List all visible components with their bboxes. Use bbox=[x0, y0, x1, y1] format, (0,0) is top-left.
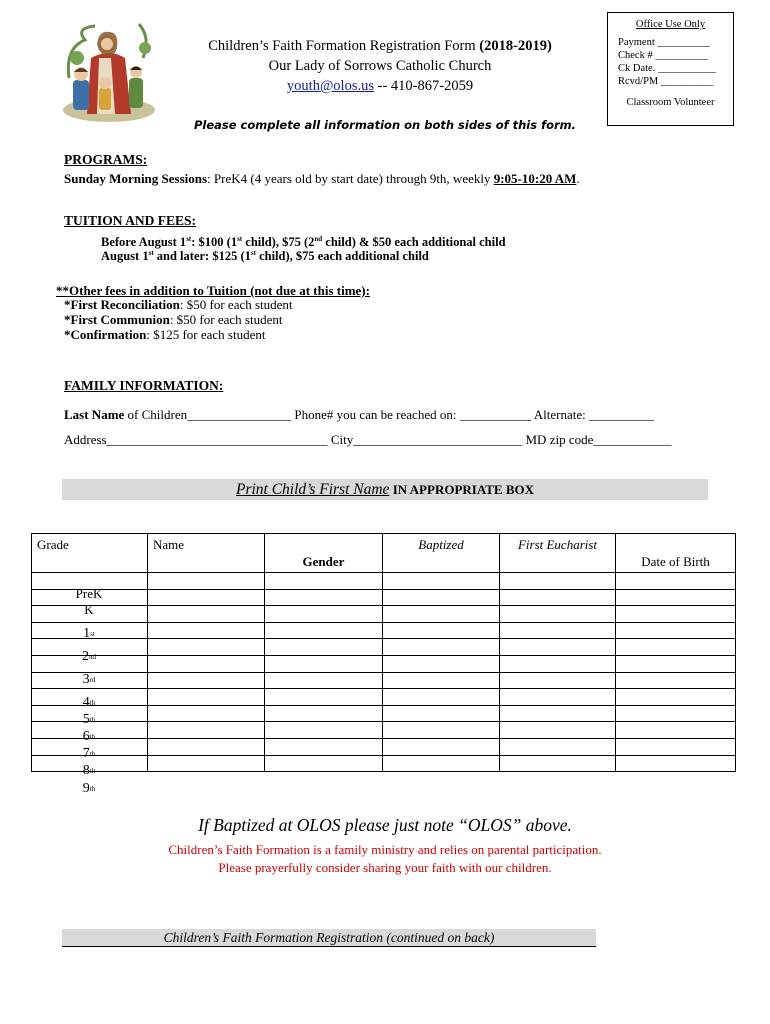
entry-cell[interactable] bbox=[500, 606, 616, 623]
ministry-message bbox=[90, 841, 680, 877]
entry-cell[interactable] bbox=[616, 738, 736, 755]
header-gender: Gender bbox=[265, 534, 383, 573]
programs-label: Sunday Morning Sessions bbox=[64, 171, 208, 186]
banner-rest-text: IN APPROPRIATE BOX bbox=[389, 482, 535, 497]
grade-number: 5 bbox=[82, 712, 90, 728]
grade-suffix: th bbox=[89, 784, 96, 793]
tuition-line2-part: August 1 bbox=[101, 249, 149, 264]
entry-cell[interactable] bbox=[383, 722, 500, 739]
church-name: Our Lady of Sorrows Catholic Church bbox=[268, 58, 492, 74]
entry-cell[interactable] bbox=[265, 639, 383, 656]
entry-cell[interactable] bbox=[500, 622, 616, 639]
grade-number: 2 bbox=[82, 648, 89, 664]
entry-cell[interactable] bbox=[148, 622, 265, 639]
tuition-line1-part: child), $75 (2 bbox=[242, 235, 315, 250]
entry-cell[interactable] bbox=[616, 755, 736, 772]
programs-time: 9:05-10:20 AM bbox=[493, 171, 577, 186]
entry-cell[interactable] bbox=[265, 655, 383, 672]
entry-cell[interactable] bbox=[265, 738, 383, 755]
entry-cell[interactable] bbox=[265, 622, 383, 639]
family-info-heading: FAMILY INFORMATION: bbox=[64, 378, 224, 393]
grade-label bbox=[31, 762, 147, 779]
header-first-eucharist: First Eucharist bbox=[500, 534, 616, 573]
fee-label: *First Reconciliation bbox=[64, 297, 180, 312]
grade-suffix: st bbox=[90, 629, 95, 638]
header-grade: Grade bbox=[32, 534, 148, 573]
entry-cell[interactable] bbox=[148, 689, 265, 706]
entry-cell[interactable] bbox=[265, 589, 383, 606]
office-check-field: Check # __________ bbox=[618, 50, 708, 61]
entry-cell[interactable] bbox=[500, 689, 616, 706]
entry-cell[interactable] bbox=[148, 738, 265, 755]
entry-cell[interactable] bbox=[148, 639, 265, 656]
fee-label: *Confirmation bbox=[64, 327, 147, 342]
entry-cell[interactable] bbox=[265, 722, 383, 739]
entry-cell[interactable] bbox=[616, 655, 736, 672]
family-contact-line[interactable] bbox=[64, 407, 654, 423]
entry-cell[interactable] bbox=[616, 606, 736, 623]
jesus-with-children-illustration bbox=[55, 18, 163, 126]
grade-suffix: th bbox=[89, 767, 96, 776]
grade-number: 6 bbox=[82, 729, 90, 745]
programs-end: . bbox=[576, 171, 580, 186]
entry-cell[interactable] bbox=[383, 672, 500, 689]
grade-number: PreK bbox=[75, 586, 103, 601]
entry-cell[interactable] bbox=[500, 672, 616, 689]
entry-cell[interactable] bbox=[383, 639, 500, 656]
entry-cell[interactable] bbox=[265, 672, 383, 689]
entry-cell[interactable] bbox=[148, 705, 265, 722]
grade-suffix: th bbox=[89, 733, 96, 742]
grade-suffix: nd bbox=[89, 652, 96, 661]
entry-cell[interactable] bbox=[148, 606, 265, 623]
grade-number: 4 bbox=[82, 695, 90, 710]
entry-cell[interactable] bbox=[148, 755, 265, 772]
phone-number: -- 410-867-2059 bbox=[374, 78, 474, 94]
grade-label bbox=[31, 602, 147, 618]
email-link[interactable]: youth@olos.us bbox=[286, 78, 374, 94]
entry-cell[interactable] bbox=[500, 738, 616, 755]
entry-cell[interactable] bbox=[500, 705, 616, 722]
entry-cell[interactable] bbox=[500, 573, 616, 590]
grade-number: K bbox=[84, 601, 94, 617]
entry-cell[interactable] bbox=[383, 755, 500, 772]
grade-number: 3 bbox=[82, 671, 90, 687]
programs-text bbox=[64, 171, 704, 187]
other-fee-communion bbox=[64, 312, 282, 328]
office-payment-field: Payment __________ bbox=[618, 37, 710, 48]
office-use-box bbox=[607, 12, 734, 126]
fee-amount: : $125 for each student bbox=[146, 327, 266, 342]
tuition-line2-sup: st bbox=[250, 249, 256, 257]
entry-cell[interactable] bbox=[148, 672, 265, 689]
tuition-line1-part: child) & $50 each additional child bbox=[322, 235, 506, 250]
grade-suffix: th bbox=[89, 699, 96, 707]
entry-cell[interactable] bbox=[148, 573, 265, 590]
fee-label: *First Communion bbox=[64, 312, 170, 327]
other-fee-confirmation bbox=[64, 327, 265, 343]
grade-label bbox=[31, 625, 147, 642]
tuition-line2-part: and later: $125 (1 bbox=[153, 249, 251, 264]
grade-number: 7 bbox=[82, 746, 90, 762]
table-header-row bbox=[32, 534, 736, 573]
entry-cell[interactable] bbox=[500, 655, 616, 672]
banner-script-text: Print Child’s First Name bbox=[235, 481, 390, 498]
entry-cell[interactable] bbox=[383, 606, 500, 623]
entry-cell[interactable] bbox=[265, 573, 383, 590]
tuition-line1-part: Before August 1 bbox=[101, 235, 187, 250]
entry-cell[interactable] bbox=[500, 589, 616, 606]
entry-cell[interactable] bbox=[148, 722, 265, 739]
print-name-banner bbox=[62, 479, 708, 500]
entry-cell[interactable] bbox=[383, 655, 500, 672]
entry-cell[interactable] bbox=[616, 705, 736, 722]
grade-suffix: th bbox=[89, 750, 96, 759]
entry-cell[interactable] bbox=[616, 639, 736, 656]
form-year: (2018-2019) bbox=[479, 38, 552, 54]
entry-cell[interactable] bbox=[383, 622, 500, 639]
form-title bbox=[170, 36, 590, 56]
phone-fields[interactable]: of Children________________ Phone# you can be reached on: ___________ Alternate: __________ bbox=[124, 407, 654, 422]
tuition-line1-sup: st bbox=[186, 235, 192, 243]
entry-cell[interactable] bbox=[616, 622, 736, 639]
entry-cell[interactable] bbox=[383, 738, 500, 755]
grade-label bbox=[31, 711, 147, 728]
programs-heading: PROGRAMS: bbox=[64, 152, 148, 167]
grade-label bbox=[31, 694, 147, 711]
form-instruction: Please complete all information on both sides of this form. bbox=[193, 118, 577, 132]
baptized-note: If Baptized at OLOS please just note “OLOS” above. bbox=[198, 815, 572, 835]
grade-label bbox=[31, 728, 147, 745]
entry-cell[interactable] bbox=[383, 589, 500, 606]
continued-on-back: Children’s Faith Formation Registration (continued on back) bbox=[62, 929, 596, 947]
grade-number: 9 bbox=[82, 780, 90, 796]
programs-description: : PreK4 (4 years old by start date) through 9th, weekly bbox=[207, 171, 494, 186]
grade-label bbox=[31, 745, 147, 762]
entry-cell[interactable] bbox=[616, 589, 736, 606]
ministry-line-2: Please prayerfully consider sharing your faith with our children. bbox=[218, 860, 552, 875]
tuition-line1-part: : $100 (1 bbox=[191, 235, 238, 250]
tuition-line1-sup: st bbox=[237, 235, 243, 243]
tuition-line2-sup: st bbox=[148, 249, 154, 257]
header-baptized: Baptized bbox=[383, 534, 500, 573]
tuition-line1-sup: nd bbox=[314, 235, 323, 243]
entry-cell[interactable] bbox=[616, 722, 736, 739]
office-rcvd-field: Rcvd/PM __________ bbox=[618, 76, 714, 87]
grade-number: 1 bbox=[83, 625, 91, 641]
grade-number: 8 bbox=[82, 763, 90, 779]
entry-cell[interactable] bbox=[383, 573, 500, 590]
other-fees-title: **Other fees in addition to Tuition (not due at this time): bbox=[56, 283, 370, 298]
entry-cell[interactable] bbox=[616, 672, 736, 689]
tuition-line2-part: child), $75 each additional child bbox=[255, 249, 429, 264]
entry-cell[interactable] bbox=[148, 655, 265, 672]
grade-label bbox=[31, 586, 147, 602]
fee-amount: : $50 for each student bbox=[169, 312, 283, 327]
entry-cell[interactable] bbox=[148, 589, 265, 606]
grade-label bbox=[31, 780, 147, 797]
grade-label bbox=[31, 648, 147, 665]
header-name: Name bbox=[148, 534, 265, 573]
entry-cell[interactable] bbox=[265, 755, 383, 772]
entry-cell[interactable] bbox=[383, 689, 500, 706]
office-ck-date-field: Ck Date. ___________ bbox=[618, 63, 716, 74]
contact-line bbox=[170, 76, 590, 96]
entry-cell[interactable] bbox=[265, 705, 383, 722]
ministry-line-1: Children’s Faith Formation is a family ministry and relies on parental participation. bbox=[168, 842, 602, 857]
entry-cell[interactable] bbox=[500, 639, 616, 656]
family-address-line[interactable]: Address__________________________________ City__________________________ MD zip code____________ bbox=[64, 432, 672, 447]
other-fee-reconciliation bbox=[64, 297, 293, 313]
entry-cell[interactable] bbox=[265, 606, 383, 623]
grade-suffix: th bbox=[89, 716, 96, 725]
fee-amount: : $50 for each student bbox=[179, 297, 293, 312]
form-title-text: Children’s Faith Formation Registration Form bbox=[208, 38, 480, 54]
tuition-after-august bbox=[101, 246, 429, 265]
grade-suffix: rd bbox=[89, 675, 96, 684]
tuition-heading: TUITION AND FEES: bbox=[64, 213, 197, 228]
entry-cell[interactable] bbox=[500, 755, 616, 772]
entry-cell[interactable] bbox=[616, 573, 736, 590]
last-name-label: Last Name bbox=[64, 407, 125, 422]
form-header bbox=[170, 36, 590, 96]
classroom-volunteer-label: Classroom Volunteer bbox=[626, 97, 715, 108]
office-use-title: Office Use Only bbox=[635, 19, 706, 30]
header-date-of-birth: Date of Birth bbox=[616, 534, 736, 573]
grade-label bbox=[31, 671, 147, 688]
entry-cell[interactable] bbox=[500, 722, 616, 739]
entry-cell[interactable] bbox=[616, 689, 736, 706]
entry-cell[interactable] bbox=[265, 689, 383, 706]
entry-cell[interactable] bbox=[383, 705, 500, 722]
